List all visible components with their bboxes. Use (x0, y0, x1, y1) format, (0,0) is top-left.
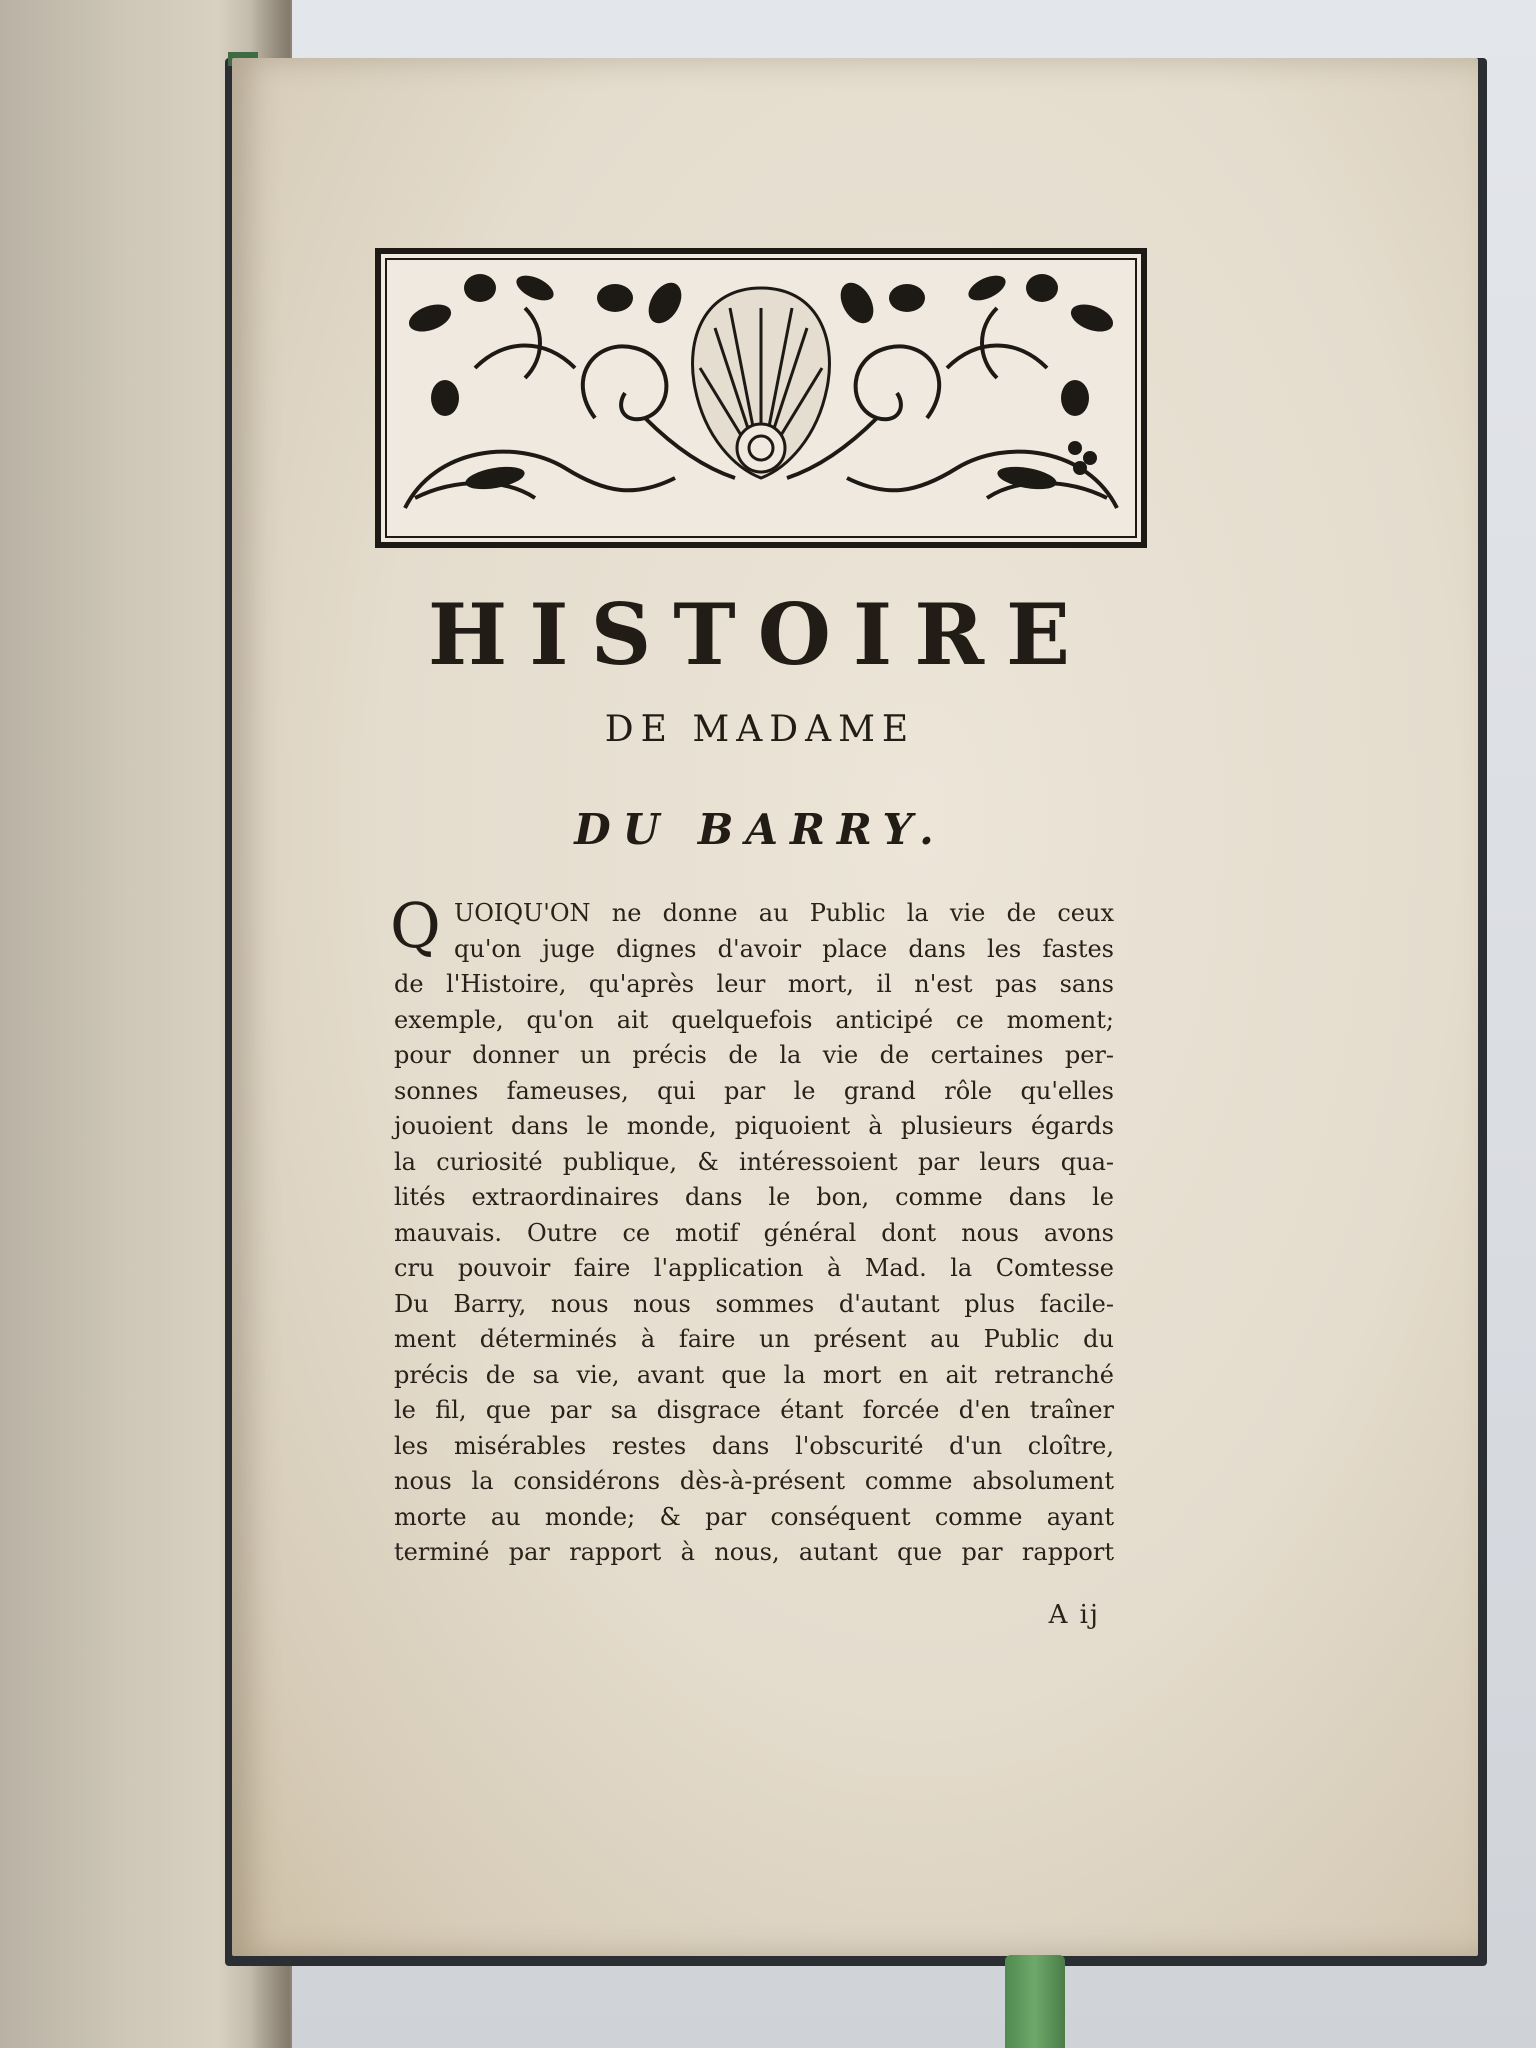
title-subline: DE MADAME (604, 709, 916, 750)
text-line: terminé par rapport à nous, autant que par rapport (394, 1538, 1114, 1566)
text-line: mauvais. Outre ce motif général dont nous avons (394, 1218, 1114, 1247)
text-line: ment déterminés à faire un présent au Public du (394, 1325, 1114, 1353)
bookmark-ribbon (1005, 1955, 1065, 2048)
text-line: cru pouvoir faire l'application à Mad. la Comtesse (394, 1254, 1114, 1282)
text-line: qu'on juge dignes d'avoir place dans les fastes (454, 934, 1114, 963)
text-line: Du Barry, nous nous sommes d'autant plus facile- (394, 1289, 1114, 1318)
text-line: pour donner un précis de la vie de certaines per- (394, 1041, 1114, 1069)
text-line: nous la considérons dès-à-présent comme absolument (394, 1467, 1114, 1495)
text-line: de l'Histoire, qu'après leur mort, il n'est pas sans (394, 970, 1114, 998)
text-line: exemple, qu'on ait quelquefois anticipé ce moment; (394, 1005, 1114, 1034)
text-line: jouoient dans le monde, piquoient à plusieurs égards (394, 1112, 1114, 1140)
drop-cap: Q (390, 889, 441, 962)
text-line: les misérables restes dans l'obscurité d'un cloître, (394, 1431, 1114, 1460)
floral-woodcut-ornament-icon (375, 248, 1147, 548)
text-line: le fil, que par sa disgrace étant forcée d'en traîner (394, 1396, 1114, 1424)
text-line: précis de sa vie, avant que la mort en ait retranché (394, 1360, 1114, 1389)
text-line: sonnes fameuses, qui par le grand rôle qu'elles (394, 1076, 1114, 1105)
page-title: HISTOIRE (427, 585, 1093, 684)
signature-mark: A ij (1048, 1600, 1100, 1630)
title-name: DU BARRY. (574, 805, 946, 854)
text-line: lités extraordinaires dans le bon, comme dans le (394, 1183, 1114, 1211)
text-line: UOIQU'ON ne donne au Public la vie de ceux (454, 899, 1114, 927)
body-text (394, 896, 1114, 1571)
text-line: morte au monde; & par conséquent comme ayant (394, 1502, 1114, 1531)
text-line: la curiosité publique, & intéressoient par leurs qua- (394, 1147, 1114, 1176)
